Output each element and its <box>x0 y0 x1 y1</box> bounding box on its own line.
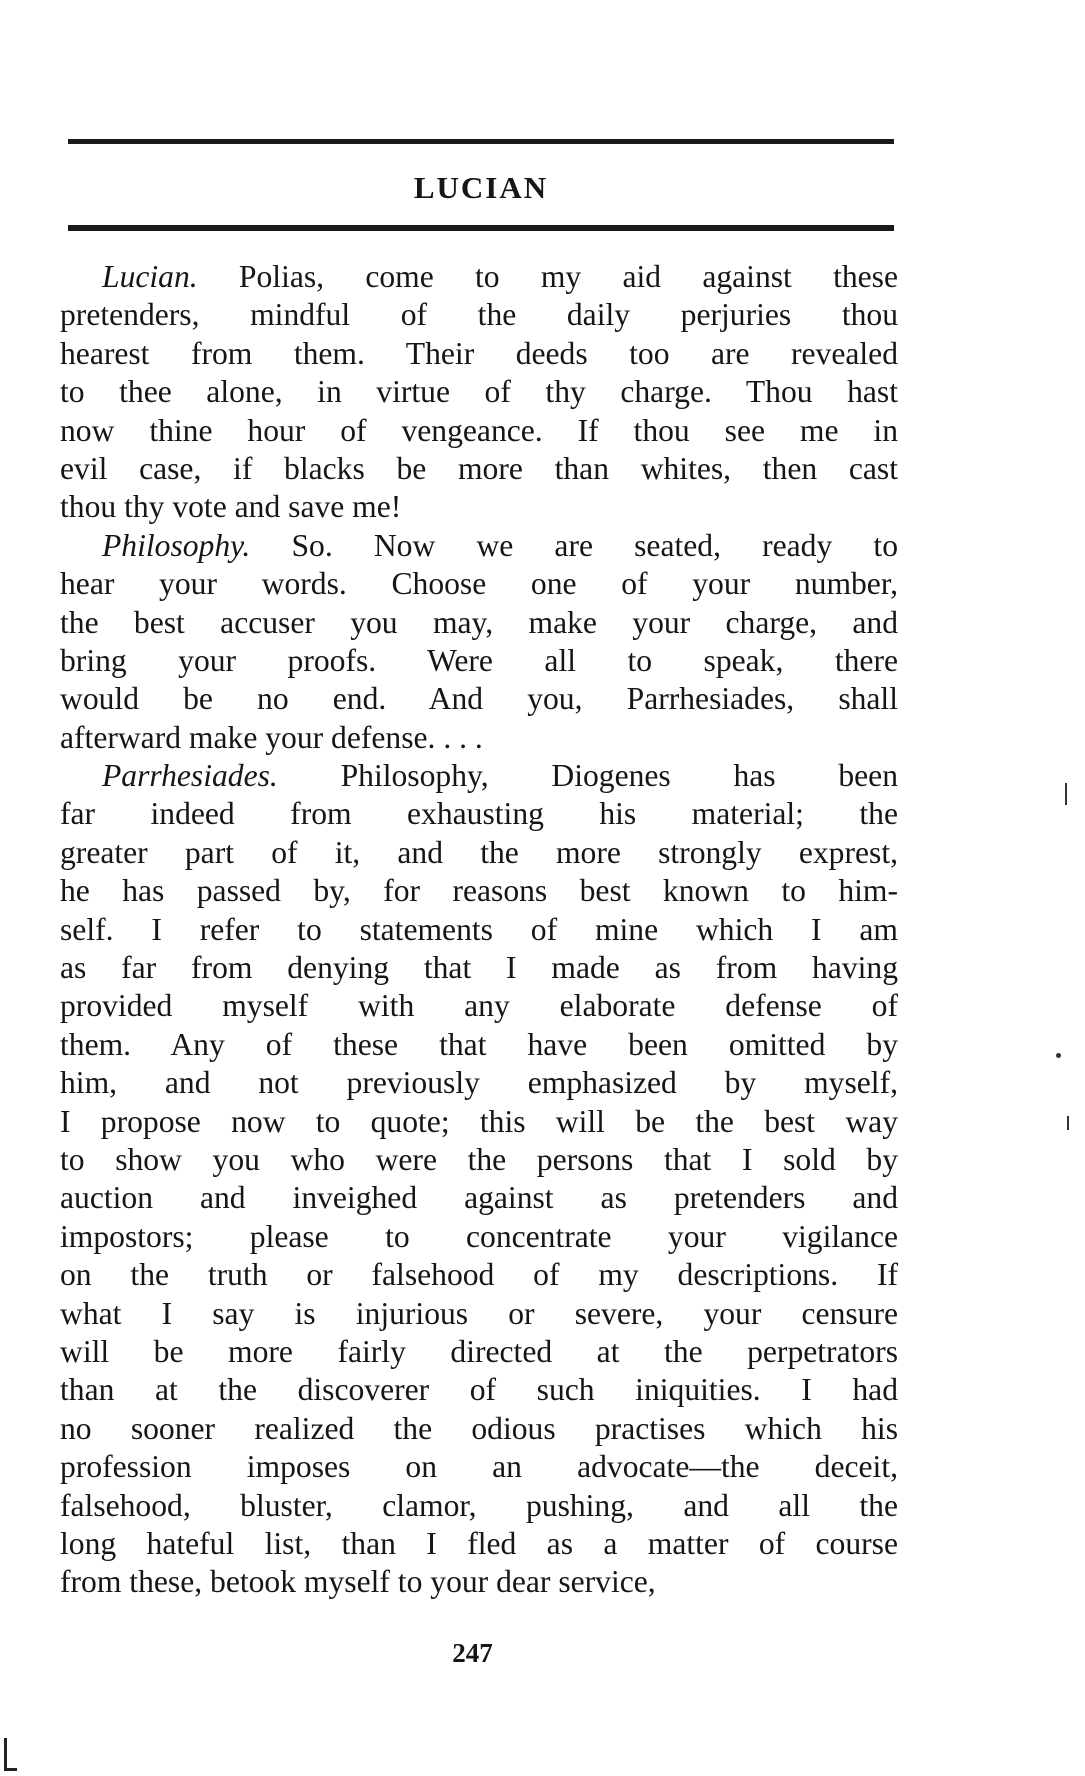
line-text: from these, betook myself to your dear service, <box>60 1564 656 1600</box>
line-text: on the truth or falsehood of my descriptions. If <box>60 1257 898 1293</box>
line-text: provided myself with any elaborate defense of <box>60 988 898 1024</box>
text-line <box>60 1141 898 1179</box>
text-line <box>60 642 898 680</box>
line-text: to thee alone, in virtue of thy charge. Thou hast <box>60 374 898 410</box>
text-line <box>60 757 898 795</box>
text-line <box>60 719 898 757</box>
line-text: far indeed from exhausting his material; the <box>60 796 898 832</box>
header-rule-top <box>68 139 894 144</box>
line-text: pretenders, mindful of the daily perjuries thou <box>60 297 898 333</box>
line-text: Polias, come to my aid against these <box>197 259 898 294</box>
line-text: them. Any of these that have been omitted by <box>60 1026 898 1062</box>
text-line <box>60 1333 898 1371</box>
line-text: bring your proofs. Were all to speak, there <box>60 642 898 678</box>
line-text: would be no end. And you, Parrhesiades, shall <box>60 681 898 717</box>
line-text: I propose now to quote; this will be the best way <box>60 1103 898 1139</box>
text-line <box>60 987 898 1025</box>
text-line <box>60 834 898 872</box>
text-line <box>60 1218 898 1256</box>
text-line <box>60 373 898 411</box>
margin-mark <box>1067 1116 1069 1130</box>
text-line <box>60 488 898 526</box>
text-line <box>60 604 898 642</box>
text-line <box>60 296 898 334</box>
speaker-name: Parrhesiades. <box>102 758 278 794</box>
text-line <box>60 335 898 373</box>
speaker-name: Philosophy. <box>102 527 251 563</box>
line-text: hearest from them. Their deeds too are revealed <box>60 335 898 371</box>
line-text: falsehood, bluster, clamor, pushing, and all the <box>60 1487 898 1523</box>
text-line <box>60 872 898 910</box>
speaker-name: Lucian. <box>102 259 198 294</box>
corner-mark <box>4 1738 17 1771</box>
paragraph <box>60 527 898 757</box>
text-line <box>60 1371 898 1409</box>
line-text: he has passed by, for reasons best known to him- <box>60 873 898 909</box>
line-text: Philosophy, Diogenes has been <box>277 758 898 794</box>
line-text: long hateful list, than I fled as a matter of course <box>60 1525 898 1561</box>
text-line <box>60 1064 898 1102</box>
line-text: profession imposes on an advocate—the deceit, <box>60 1449 898 1485</box>
line-text: self. I refer to statements of mine which I am <box>60 911 898 947</box>
text-line <box>60 1487 898 1525</box>
line-text: now thine hour of vengeance. If thou see me in <box>60 412 898 448</box>
text-line <box>60 1295 898 1333</box>
text-line <box>60 680 898 718</box>
line-text: hear your words. Choose one of your number, <box>60 566 898 602</box>
text-line <box>60 527 898 565</box>
text-line <box>60 565 898 603</box>
page-number: 247 <box>452 1638 493 1668</box>
text-line <box>60 1563 898 1601</box>
line-text: to show you who were the persons that I sold by <box>60 1141 898 1177</box>
line-text: So. Now we are seated, ready to <box>250 527 898 563</box>
line-text: auction and inveighed against as pretenders and <box>60 1180 898 1216</box>
text-line <box>60 450 898 488</box>
line-text: impostors; please to concentrate your vigilance <box>60 1218 898 1254</box>
line-text: greater part of it, and the more strongly exprest, <box>60 834 898 870</box>
running-head: LUCIAN <box>413 170 549 205</box>
paragraph <box>60 258 898 527</box>
line-text: thou thy vote and save me! <box>60 489 402 525</box>
text-line <box>60 412 898 450</box>
line-text: no sooner realized the odious practises which his <box>60 1410 898 1446</box>
text-line <box>60 911 898 949</box>
text-line <box>60 795 898 833</box>
text-line <box>60 1103 898 1141</box>
line-text: evil case, if blacks be more than whites, then cast <box>60 450 898 486</box>
line-text: the best accuser you may, make your charge, and <box>60 604 898 640</box>
text-line <box>60 1410 898 1448</box>
line-text: afterward make your defense. . . . <box>60 719 483 755</box>
text-line <box>60 1256 898 1294</box>
line-text: will be more fairly directed at the perpetrators <box>60 1333 898 1369</box>
line-text: as far from denying that I made as from having <box>60 950 898 986</box>
line-text: than at the discoverer of such iniquities. I had <box>60 1372 898 1408</box>
line-text: him, and not previously emphasized by myself, <box>60 1065 898 1101</box>
text-line <box>60 1448 898 1486</box>
line-text: what I say is injurious or severe, your censure <box>60 1295 898 1331</box>
text-line <box>60 258 898 296</box>
text-line <box>60 1026 898 1064</box>
header-rule-bottom <box>68 225 894 231</box>
text-line <box>60 1525 898 1563</box>
paragraph <box>60 757 898 1602</box>
text-line <box>60 949 898 987</box>
margin-mark <box>1065 783 1067 805</box>
margin-speck <box>1056 1053 1061 1058</box>
body-text <box>60 258 898 1602</box>
text-line <box>60 1179 898 1217</box>
